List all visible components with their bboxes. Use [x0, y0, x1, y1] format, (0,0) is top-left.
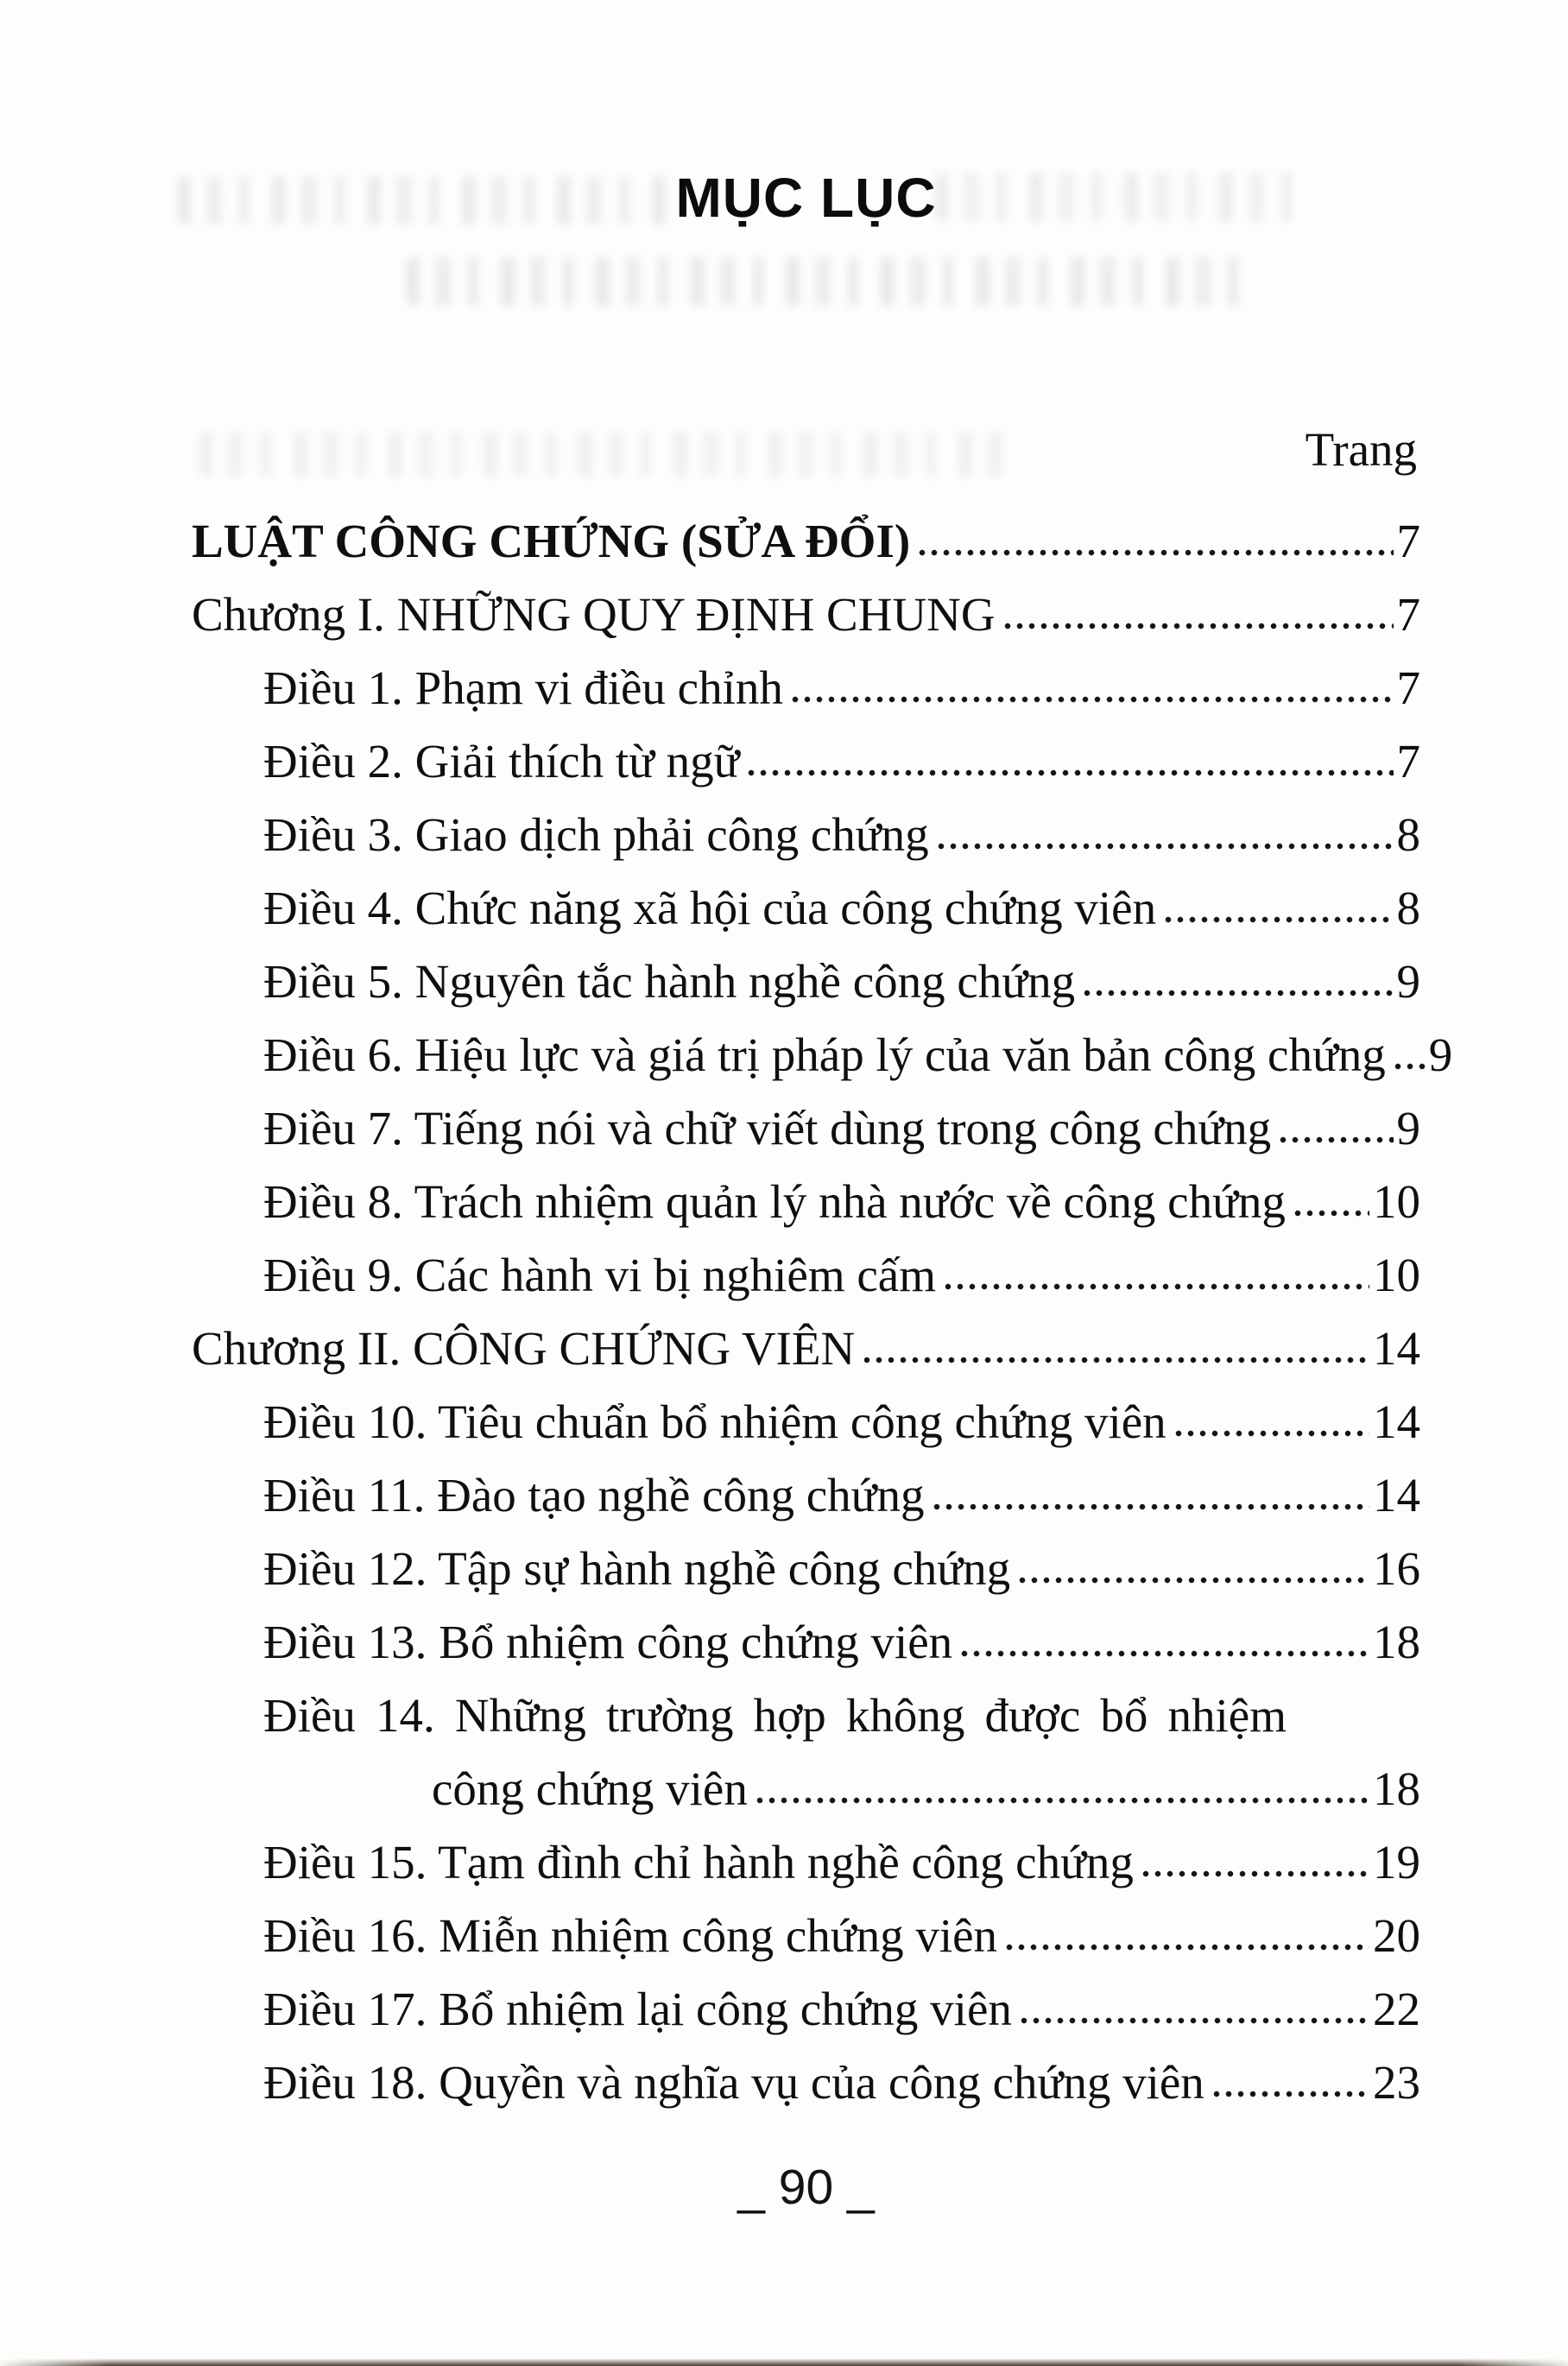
toc-entry-label: Điều 7. Tiếng nói và chữ viết dùng trong công chứng: [263, 1101, 1272, 1155]
toc-entry-label: Điều 6. Hiệu lực và giá trị pháp lý của văn bản công chứng: [263, 1028, 1386, 1081]
dot-leader: [1004, 621, 1394, 631]
toc-entry: [192, 860, 1420, 933]
toc-entry: [192, 1594, 1420, 1667]
dot-leader: [1165, 914, 1393, 925]
toc-entry-page: 8: [1396, 807, 1420, 861]
toc-entry: [192, 1741, 1420, 1814]
toc-entry: [192, 1447, 1420, 1521]
toc-entry: [192, 566, 1420, 640]
toc-entry-page: 16: [1373, 1541, 1420, 1595]
toc-entry-label: Chương I. NHỮNG QUY ĐỊNH CHUNG: [192, 587, 996, 641]
toc-entry: [192, 1080, 1420, 1154]
toc-entry-page: 7: [1396, 734, 1420, 788]
toc-entry: [192, 1814, 1420, 1888]
dot-leader: [919, 547, 1393, 558]
dot-leader: [748, 768, 1393, 778]
toc-entry-page: 7: [1396, 587, 1420, 641]
toc-entry-label: LUẬT CÔNG CHỨNG (SỬA ĐỔI): [192, 514, 911, 567]
page-number: _ 90 _: [737, 2160, 875, 2215]
dot-leader: [938, 841, 1394, 851]
toc-entry-page: 14: [1373, 1321, 1420, 1375]
dot-leader: [1021, 2015, 1369, 2026]
toc-entry-page: 22: [1373, 1982, 1420, 2035]
toc-entry-label: Điều 10. Tiêu chuẩn bổ nhiệm công chứng viên: [263, 1395, 1167, 1448]
page-edge-shadow: [0, 2354, 1568, 2366]
toc-entry-page: 18: [1373, 1615, 1420, 1668]
toc-entry-label: Chương II. CÔNG CHỨNG VIÊN: [192, 1321, 856, 1375]
toc-entry: [192, 1374, 1420, 1447]
toc-entry: [192, 1007, 1453, 1081]
dot-leader: [756, 1795, 1369, 1806]
dot-leader: [1084, 988, 1393, 998]
dot-leader: [945, 1281, 1369, 1292]
page-column-header: Trang: [1305, 423, 1417, 476]
toc-entry: [192, 1154, 1420, 1227]
toc-entry-label: Điều 15. Tạm đình chỉ hành nghề công chứng: [263, 1835, 1134, 1888]
toc-content: [192, 413, 1453, 2109]
toc-entry: [192, 1521, 1420, 1594]
dot-leader: [863, 1355, 1369, 1365]
dot-leader: [1280, 1135, 1393, 1145]
toc-entry-label: Điều 3. Giao dịch phải công chứng: [263, 807, 929, 861]
dot-leader: [961, 1648, 1369, 1659]
toc-entry-label: Điều 9. Các hành vi bị nghiêm cấm: [263, 1248, 936, 1301]
toc-entry: [192, 787, 1420, 860]
toc-entry-page: 18: [1373, 1762, 1420, 1815]
toc-entry: [192, 1667, 1287, 1741]
toc-entry-label: Điều 12. Tập sự hành nghề công chứng: [263, 1541, 1011, 1595]
toc-entry: [192, 713, 1420, 787]
toc-entry-label: công chứng viên: [432, 1762, 748, 1815]
toc-entry: [192, 493, 1420, 566]
toc-entry: [192, 1300, 1420, 1374]
dot-leader: [1142, 1869, 1369, 1879]
toc-entry-page: 9: [1428, 1028, 1453, 1081]
toc-entry-page: 19: [1373, 1835, 1420, 1888]
toc-entry-label: Điều 17. Bổ nhiệm lại công chứng viên: [263, 1982, 1012, 2035]
toc-entry-label: Điều 2. Giải thích từ ngữ: [263, 734, 740, 788]
dot-leader: [1394, 1061, 1426, 1072]
dot-leader: [933, 1502, 1370, 1512]
dot-leader: [1175, 1428, 1369, 1439]
toc-entry-page: 10: [1373, 1174, 1420, 1228]
toc-entry-label: Điều 8. Trách nhiệm quản lý nhà nước về công chứng: [263, 1174, 1286, 1228]
toc-entry-page: 8: [1396, 881, 1420, 934]
toc-list: [192, 493, 1453, 2109]
toc-entry: [192, 1888, 1420, 1961]
dot-leader: [792, 694, 1394, 705]
toc-entry: [192, 2034, 1420, 2108]
toc-entry: [192, 933, 1420, 1007]
toc-entry-page: 9: [1396, 954, 1420, 1008]
dot-leader: [1294, 1208, 1369, 1218]
toc-entry-page: 7: [1396, 514, 1420, 567]
toc-entry-page: 10: [1373, 1248, 1420, 1301]
dot-leader: [1213, 2089, 1369, 2099]
toc-entry-label: Điều 14. Những trường hợp không được bổ nhiệm: [263, 1688, 1287, 1742]
dot-leader: [1019, 1575, 1369, 1585]
toc-entry-page: 14: [1373, 1468, 1420, 1521]
toc-entry: [192, 1961, 1420, 2034]
toc-entry-label: Điều 1. Phạm vi điều chỉnh: [263, 661, 783, 714]
toc-entry-label: Điều 16. Miễn nhiệm công chứng viên: [263, 1908, 998, 1962]
toc-entry: [192, 640, 1420, 713]
page-title: MỤC LỤC: [675, 167, 937, 229]
toc-entry-label: Điều 5. Nguyên tắc hành nghề công chứng: [263, 954, 1076, 1008]
dot-leader: [1006, 1942, 1369, 1952]
toc-entry-label: Điều 18. Quyền và nghĩa vụ của công chứng viên: [263, 2055, 1204, 2109]
toc-entry-label: Điều 4. Chức năng xã hội của công chứng viên: [263, 881, 1157, 934]
toc-entry-page: 7: [1396, 661, 1420, 714]
bleed-through-artifact: [406, 257, 1256, 306]
toc-entry-page: 14: [1373, 1395, 1420, 1448]
toc-entry-page: 20: [1373, 1908, 1420, 1962]
toc-entry-page: 9: [1396, 1101, 1420, 1155]
toc-entry-label: Điều 13. Bổ nhiệm công chứng viên: [263, 1615, 953, 1668]
toc-entry: [192, 1227, 1420, 1300]
toc-entry-label: Điều 11. Đào tạo nghề công chứng: [263, 1468, 925, 1521]
toc-entry-page: 23: [1373, 2055, 1420, 2109]
